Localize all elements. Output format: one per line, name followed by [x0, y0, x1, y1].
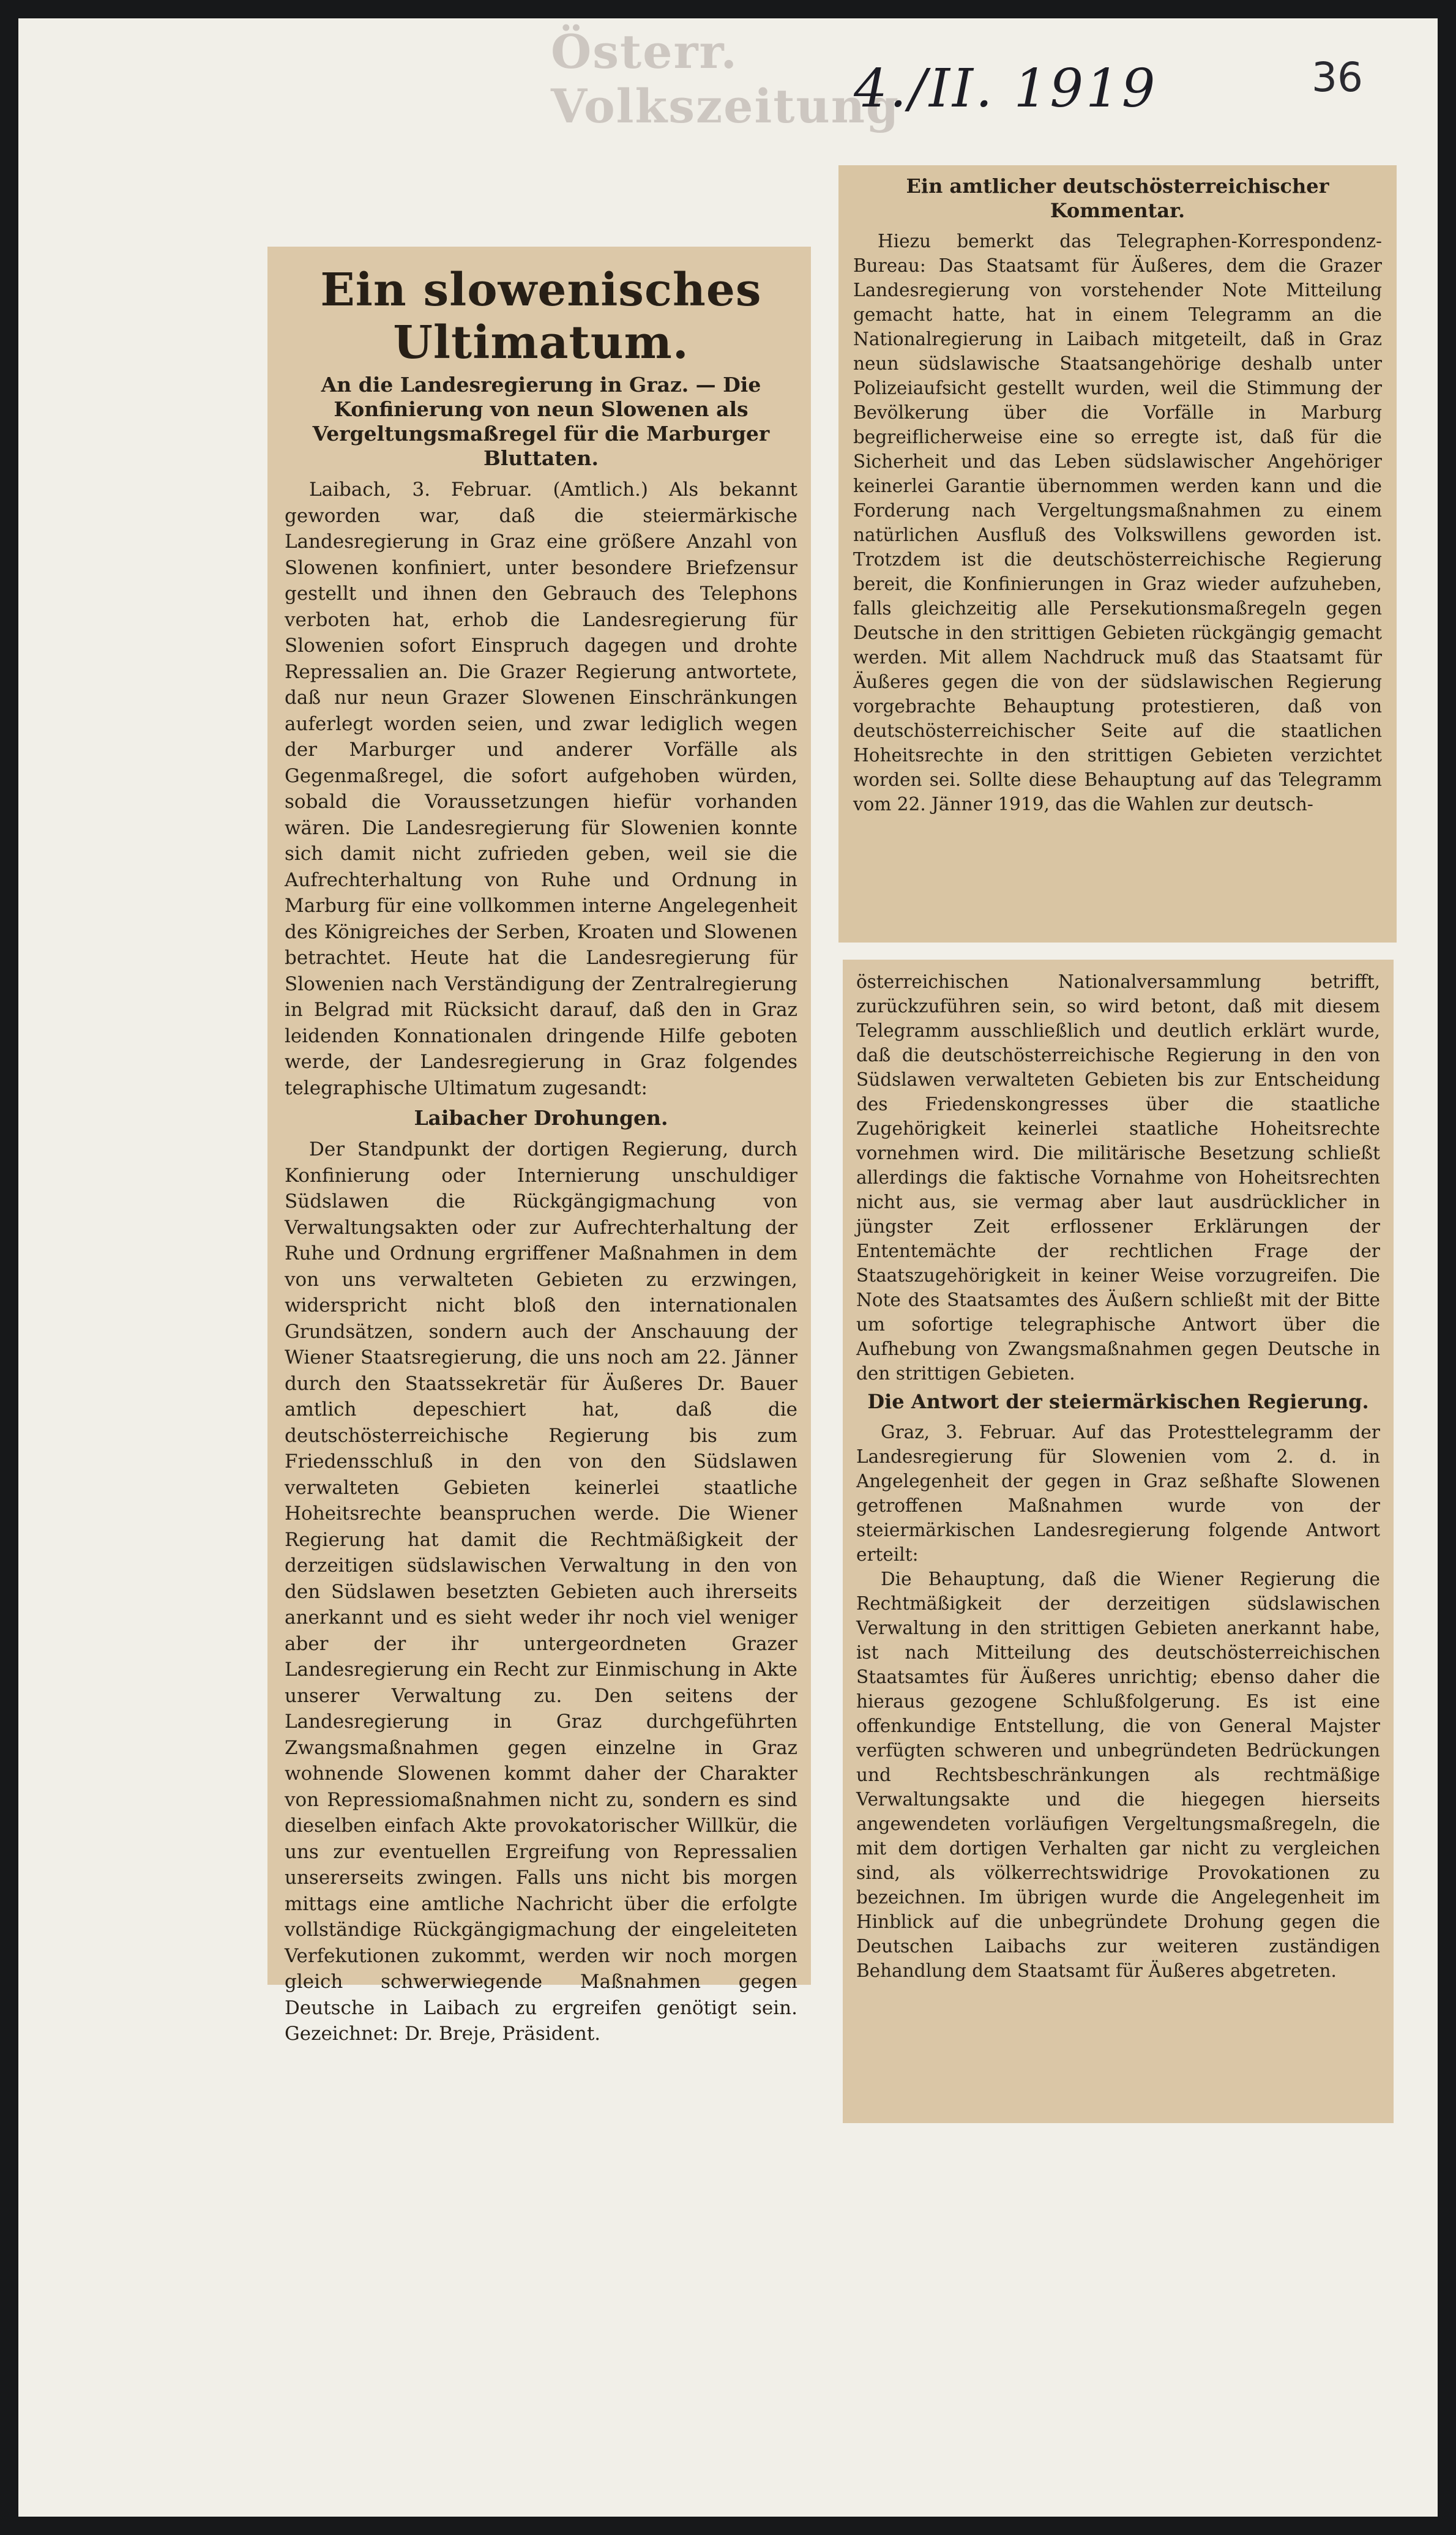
- page-number: 36: [1312, 54, 1363, 101]
- article-headline: Ein slowenisches Ultimatum.: [320, 264, 762, 369]
- article-paragraph: Graz, 3. Februar. Auf das Protesttelegramm der Landesregierung für Slowenien vom 2. d. in Angelegenheit der gegen in Graz seßhafte Slowenen getroffenen Maßnahmen wurde von der steiermärkischen Landesregierung folgende Antwort erteilt:: [856, 1422, 1380, 1565]
- article-paragraph: Laibach, 3. Februar. (Amtlich.) Als bekannt geworden war, daß die steiermärkische Landesregierung in Graz eine größere Anzahl von Slowenen konfiniert, unter besondere Briefzensur gestellt und ihnen den Gebrauch des Telephons verboten hat, erhob die Landesregierung für Slowenien sofort Einspruch dagegen und drohte Repressalien an. Die Grazer Regierung antwortete, daß nur neun Grazer Slowenen Einschränkungen auferlegt worden seien, und zwar lediglich wegen der Marburger und anderer Vorfälle als Gegenmaßregel, die sofort aufgehoben würden, sobald die Voraussetzungen hiefür vorhanden wären. Die Landesregierung für Slowenien konnte sich damit nicht zufrieden geben, weil sie die Aufrechterhaltung von Ruhe und Ordnung in Marburg für eine vollkommen interne Angelegenheit des Königreiches der Serben, Kroaten und Slowenen betrachtet. Heute hat die Landesregierung für Slowenien nach Verständigung der Zentralregierung in Belgrad mit Rücksicht darauf, daß den in Graz leidenden Konnationalen dringende Hilfe geboten werde, der Landesregierung in Graz folgendes telegraphische Ultimatum zugesandt:: [285, 479, 797, 1099]
- article-paragraph: Hiezu bemerkt das Telegraphen-Korrespondenz-Bureau: Das Staatsamt für Äußeres, dem die Grazer Landesregierung von vorstehender Note Mitteilung gemacht hatte, hat in einem Telegramm an die Nationalregierung in Laibach mitgeteilt, daß in Graz neun südslawische Staatsangehörige deshalb unter Polizeiaufsicht gestellt wurden, weil die Stimmung der Bevölkerung über die Vorfälle in Marburg begreiflicherweise eine so erregte ist, daß für die Sicherheit und das Leben südslawischer Angehöriger keinerlei Garantie übernommen werden kann und die Forderung nach Vergeltungsmaßnahmen zu einem natürlichen Ausfluß des Volkswillens geworden ist. Trotzdem ist die deutschösterreichische Regierung bereit, die Konfinierungen in Graz wieder aufzuheben, falls gleichzeitig alle Persekutionsmaßregeln gegen Deutsche in den strittigen Gebieten rückgängig gemacht werden. Mit allem Nachdruck muß das Staatsamt für Äußeres gegen die von der südslawischen Regierung vorgebrachte Behauptung protestieren, daß von deutschösterreichischer Seite auf die staatlichen Hoheitsrechte in den strittigen Gebieten verzichtet worden sei. Sollte diese Behauptung auf das Telegramm vom 22. Jänner 1919, das die Wahlen zur deutsch-: [853, 231, 1382, 815]
- article-subheadline: An die Landesregierung in Graz. — Die Konfinierung von neun Slowenen als Vergeltungsmaßregel für die Marburger Bluttaten.: [312, 373, 770, 470]
- article-headline: Ein amtlicher deutschösterreichischer Kommentar.: [906, 174, 1329, 222]
- article-paragraph: Die Behauptung, daß die Wiener Regierung die Rechtmäßigkeit der derzeitigen südslawischen Verwaltung in den strittigen Gebieten anerkannt habe, ist nach Mitteilung des deutschösterreichischen Staatsamtes für Äußeres unrichtig; ebenso daher die hieraus gezogene Schlußfolgerung. Es ist eine offenkundige Entstellung, die von General Majster verfügten schweren und unbegründeten Bedrückungen und Rechtsbeschränkungen als rechtmäßige Verwaltungsakte und die hiegegen hierseits angewendeten vorläufigen Vergeltungsmaßregeln, die mit dem dortigen Verhalten gar nicht zu vergleichen sind, als völkerrechtswidrige Provokationen zu bezeichnen. Im übrigen wurde die Angelegenheit im Hinblick auf die unbegründete Drohung gegen die Deutschen Laibachs zur weiteren zuständigen Behandlung dem Staatsamt für Äußeres abgetreten.: [856, 1569, 1380, 1981]
- newspaper-name-stamp: Österr. Volkszeitung: [551, 24, 900, 133]
- article-paragraph: Der Standpunkt der dortigen Regierung, durch Konfinierung oder Internierung unschuldiger Südslawen die Rückgängigmachung von Verwaltungsakten oder zur Aufrechterhaltung der Ruhe und Ordnung ergriffener Maßnahmen in dem von uns verwalteten Gebieten zu erzwingen, widerspricht nicht bloß den internationalen Grundsätzen, sondern auch der Anschauung der Wiener Staatsregierung, die uns noch am 22. Jänner durch den Staatssekretär für Äußeres Dr. Bauer amtlich depeschiert hat, daß die deutschösterreichische Regierung bis zum Friedensschluß in den von den Südslawen verwalteten Gebieten keinerlei staatliche Hoheitsrechte beanspruchen werde. Die Wiener Regierung hat damit die Rechtmäßigkeit der derzeitigen südslawischen Verwaltung in den von den Südslawen besetzten Gebieten auch ihrerseits anerkannt und es sieht weder ihr noch viel weniger aber der ihr untergeordneten Grazer Landesregierung ein Recht zur Einmischung in Akte unserer Verwaltung zu. Den seitens der Landesregierung in Graz durchgeführten Zwangsmaßnahmen gegen einzelne in Graz wohnende Slowenen kommt daher der Charakter von Repressiomaßnahmen nicht zu, sondern es sind dieselben einfach Akte provokatorischer Willkür, die uns zur eventuellen Ergreifung von Repressalien unsererseits zwingen. Falls uns nicht bis morgen mittags eine amtliche Nachricht über die erfolgte vollständige Rückgängigmachung der eingeleiteten Verfekutionen zukommt, werden wir noch morgen gleich schwerwiegende Maßnahmen gegen Deutsche in Laibach zu ergreifen genötigt sein. Gezeichnet: Dr. Breje, Präsident.: [285, 1138, 797, 2045]
- article-clipping-right-top: [838, 165, 1397, 943]
- section-title: Laibacher Drohungen.: [414, 1106, 668, 1130]
- article-clipping-right-bottom: [843, 960, 1394, 2123]
- article-paragraph: österreichischen Nationalversammlung betrifft, zurückzuführen sein, so wird betont, daß mit diesem Telegramm ausschließlich und deutlich erklärt wurde, daß die deutschösterreichische Regierung in den von Südslawen verwalteten Gebieten bis zur Entscheidung des Friedenskongresses über die staatliche Zugehörigkeit keinerlei staatliche Hoheitsrechte vornehmen wird. Die militärische Besetzung schließt allerdings die faktische Vornahme von Hoheitsrechten nicht aus, sie vermag aber laut ausdrücklicher in jüngster Zeit erflossener Erklärungen der Ententemächte der rechtlichen Frage der Staatszugehörigkeit in keiner Weise vorzugreifen. Die Note des Staatsamtes des Äußern schließt mit der Bitte um sofortige telegraphische Antwort über die Aufhebung von Zwangsmaßnahmen gegen Deutsche in den strittigen Gebieten.: [856, 971, 1380, 1384]
- article-clipping-left: [267, 247, 811, 2045]
- section-title: Die Antwort der steiermärkischen Regierung.: [867, 1390, 1369, 1413]
- handwritten-date: 4./II. 1919: [854, 58, 1158, 119]
